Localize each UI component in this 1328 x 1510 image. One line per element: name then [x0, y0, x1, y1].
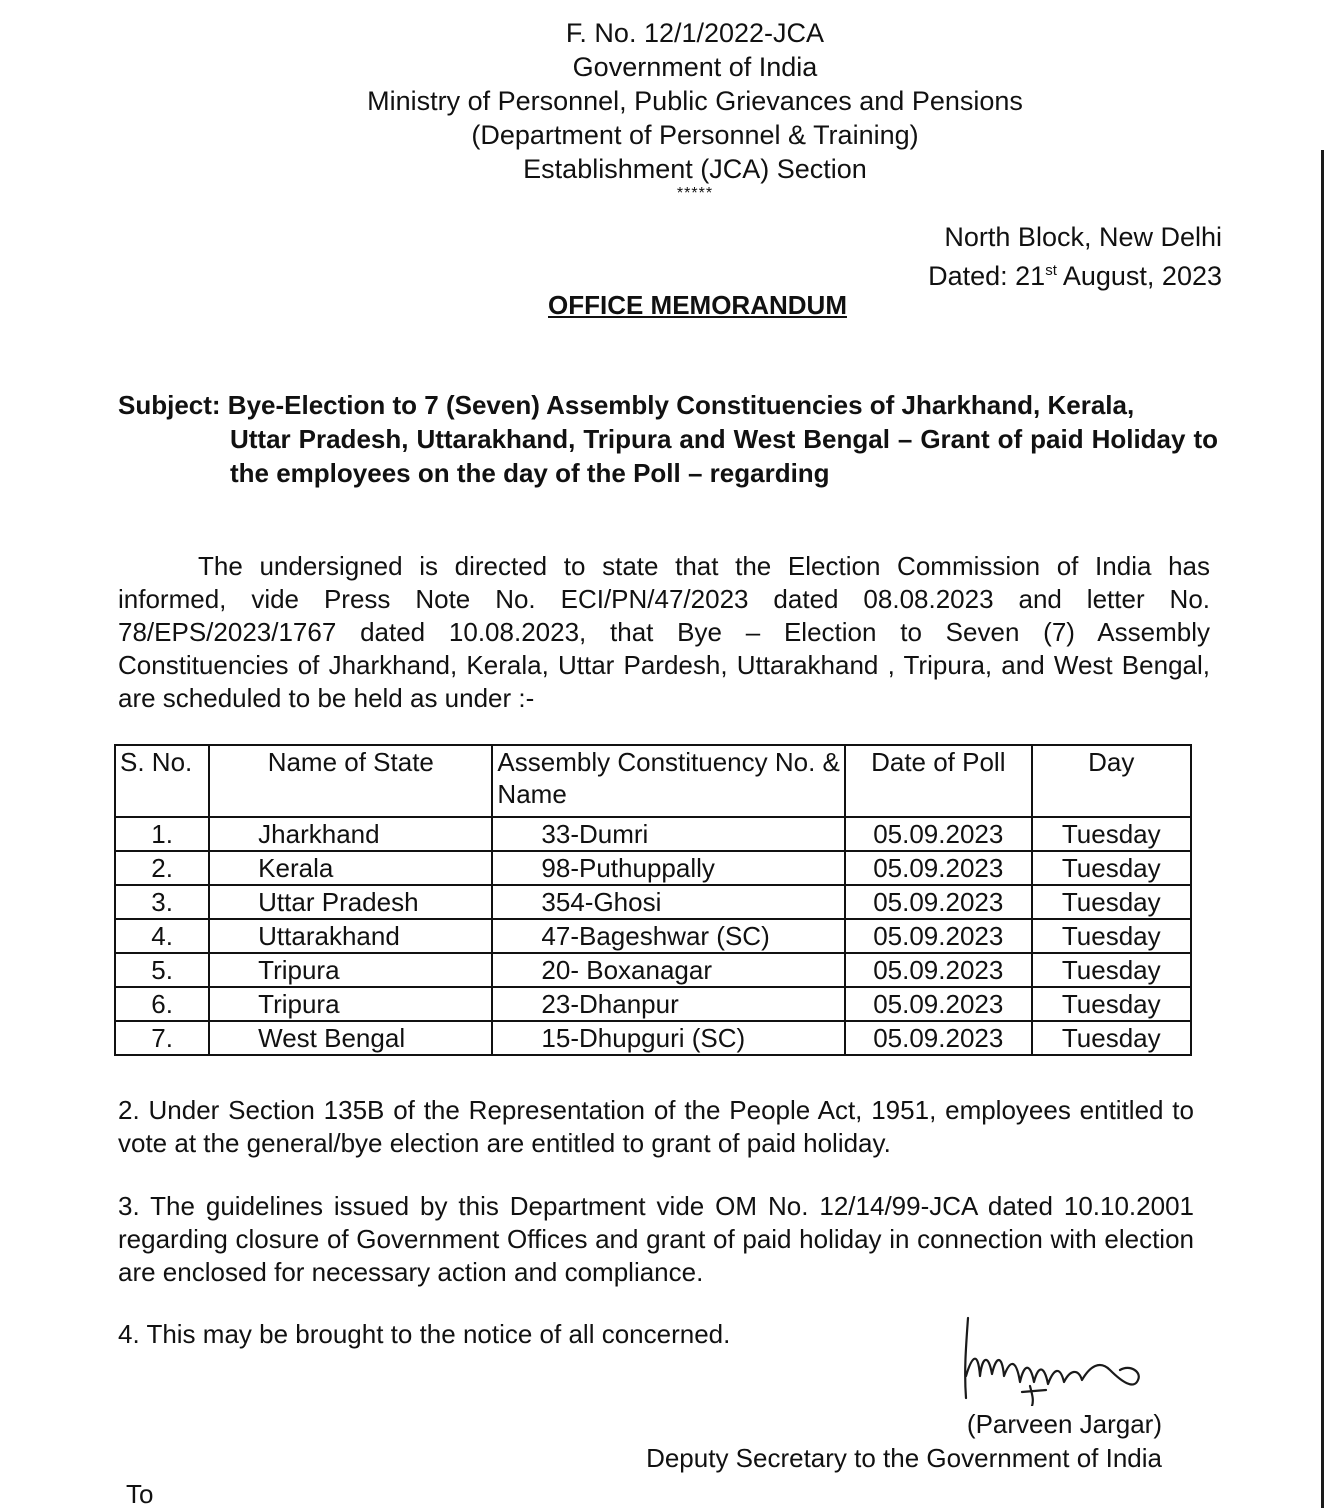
cell-sno: 6. [115, 987, 209, 1021]
cell-constituency: 47-Bageshwar (SC) [492, 919, 845, 953]
place: North Block, New Delhi [944, 222, 1222, 252]
cell-state: Tripura [209, 953, 492, 987]
cell-sno: 4. [115, 919, 209, 953]
subject-line-2: Uttar Pradesh, Uttarakhand, Tripura and West Bengal – Grant of paid Holiday to the employees on the day of the Poll – regarding [230, 424, 1218, 488]
cell-day: Tuesday [1032, 851, 1191, 885]
place-and-date [928, 220, 1222, 293]
section-name: Establishment (JCA) Section [523, 154, 867, 184]
scan-edge-line [1321, 150, 1324, 1508]
cell-constituency: 98-Puthuppally [492, 851, 845, 885]
cell-date: 05.09.2023 [845, 953, 1032, 987]
signatory-name: (Parveen Jargar) [966, 1409, 1162, 1439]
handwritten-signature [960, 1316, 1150, 1406]
table-row [115, 885, 1191, 919]
cell-sno: 7. [115, 1021, 209, 1055]
table-row [115, 1021, 1191, 1055]
table-header-row [115, 745, 1191, 817]
cell-date: 05.09.2023 [845, 919, 1032, 953]
cell-day: Tuesday [1032, 817, 1191, 851]
government-name: Government of India [572, 52, 818, 82]
header-state: Name of State [209, 745, 492, 817]
letterhead [0, 16, 1328, 202]
header-stars: ***** [676, 185, 714, 202]
cell-constituency: 15-Dhupguri (SC) [492, 1021, 845, 1055]
cell-state: Kerala [209, 851, 492, 885]
cell-day: Tuesday [1032, 919, 1191, 953]
subject [118, 388, 1218, 490]
header-date: Date of Poll [845, 745, 1032, 817]
addressee-to: To [126, 1479, 154, 1509]
date-rest: August, 2023 [1056, 261, 1222, 291]
table-row [115, 851, 1191, 885]
header-sno: S. No. [115, 745, 209, 817]
cell-state: Uttar Pradesh [209, 885, 492, 919]
table-row [115, 987, 1191, 1021]
date-suffix: st [1045, 262, 1057, 279]
table-row [115, 919, 1191, 953]
cell-date: 05.09.2023 [845, 1021, 1032, 1055]
cell-constituency: 354-Ghosi [492, 885, 845, 919]
cell-sno: 2. [115, 851, 209, 885]
paragraph-1: The undersigned is directed to state that the Election Commission of India has informed, vide Press Note No. ECI/PN/47/2023 dated 08.08.2023 and letter No. 78/EPS/2023/1767 dated 10.08.2023, that Bye – Election to Seven (7) Assembly Constituencies of Jharkhand, Kerala, Uttar Pardesh, Uttarakhand , Tripura, and West Bengal, are scheduled to be held as under :- [118, 551, 1210, 713]
paragraph-2: 2. Under Section 135B of the Representation of the People Act, 1951, employees entitled to vote at the general/bye election are entitled to grant of paid holiday. [118, 1095, 1194, 1158]
header-day: Day [1032, 745, 1191, 817]
cell-day: Tuesday [1032, 987, 1191, 1021]
cell-constituency: 20- Boxanagar [492, 953, 845, 987]
cell-state: West Bengal [209, 1021, 492, 1055]
cell-constituency: 33-Dumri [492, 817, 845, 851]
table-row [115, 953, 1191, 987]
cell-sno: 5. [115, 953, 209, 987]
date-prefix: Dated: 21 [928, 261, 1046, 291]
cell-state: Jharkhand [209, 817, 492, 851]
cell-day: Tuesday [1032, 885, 1191, 919]
cell-state: Tripura [209, 987, 492, 1021]
header-constituency: Assembly Constituency No. & Name [492, 745, 845, 817]
subject-label: Subject: [118, 390, 228, 420]
table-row [115, 817, 1191, 851]
paragraph-3: 3. The guidelines issued by this Department vide OM No. 12/14/99-JCA dated 10.10.2001 regarding closure of Government Offices and grant of paid holiday in connection with election are enclosed for necessary action and compliance. [118, 1191, 1194, 1287]
memo-title: OFFICE MEMORANDUM [548, 290, 847, 320]
cell-date: 05.09.2023 [845, 851, 1032, 885]
file-number: F. No. 12/1/2022-JCA [565, 18, 825, 48]
cell-date: 05.09.2023 [845, 987, 1032, 1021]
cell-sno: 3. [115, 885, 209, 919]
subject-line-1: Bye-Election to 7 (Seven) Assembly Constituencies of Jharkhand, Kerala, [227, 390, 1135, 420]
ministry-name: Ministry of Personnel, Public Grievances and Pensions [367, 86, 1023, 116]
poll-schedule-table [114, 744, 1192, 1056]
date-line [928, 254, 1222, 293]
cell-day: Tuesday [1032, 1021, 1191, 1055]
cell-sno: 1. [115, 817, 209, 851]
cell-constituency: 23-Dhanpur [492, 987, 845, 1021]
cell-state: Uttarakhand [209, 919, 492, 953]
cell-date: 05.09.2023 [845, 885, 1032, 919]
signatory-designation: Deputy Secretary to the Government of India [646, 1443, 1162, 1473]
cell-date: 05.09.2023 [845, 817, 1032, 851]
department-name: (Department of Personnel & Training) [471, 120, 919, 150]
cell-day: Tuesday [1032, 953, 1191, 987]
paragraph-4: 4. This may be brought to the notice of all concerned. [118, 1319, 731, 1349]
